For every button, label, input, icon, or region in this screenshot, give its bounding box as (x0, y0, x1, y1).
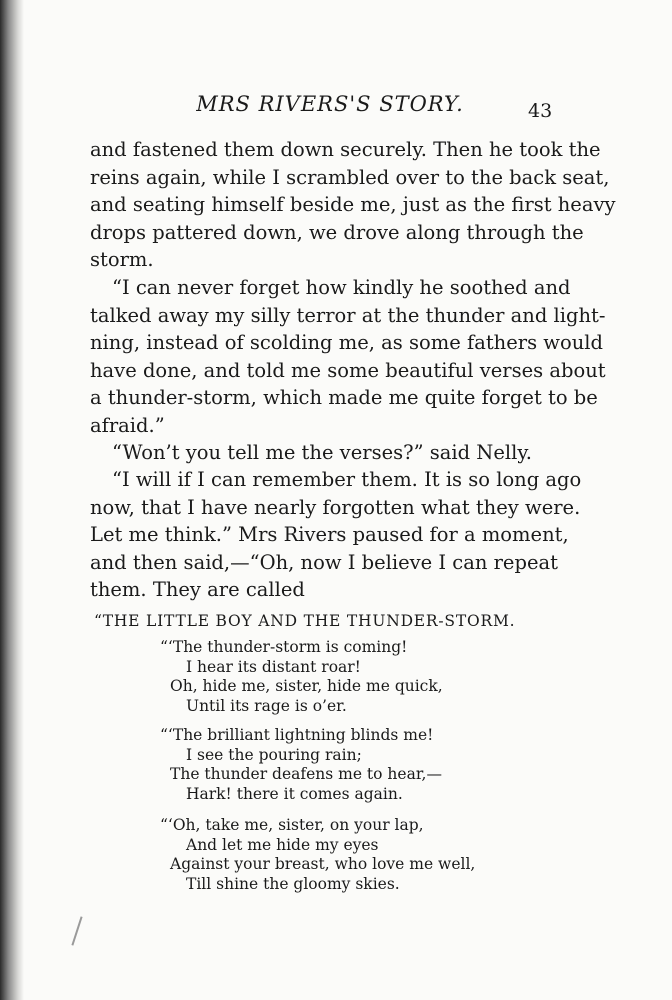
text-line: talked away my silly terror at the thunder and light- (90, 303, 606, 327)
text-line: drops pattered down, we drove along through the (90, 220, 584, 244)
poem-line: And let me hide my eyes (186, 835, 379, 854)
text-line: Let me think.” Mrs Rivers paused for a moment, (90, 523, 569, 547)
text-line: storm. (90, 248, 154, 272)
poem-line: “‘The brilliant lightning blinds me! (160, 726, 434, 744)
text-line: “I will if I can remember them. It is so long ago (112, 468, 582, 491)
text-line: and then said,—“Oh, now I believe I can repeat (90, 550, 558, 574)
scan-blemish (71, 916, 82, 945)
text-line: “I can never forget how kindly he soothed and (112, 276, 571, 299)
paragraph (90, 439, 553, 467)
poem-line: Until its rage is o’er. (186, 696, 347, 715)
running-header: MRS RIVERS'S STORY. (196, 92, 464, 116)
paragraph (90, 466, 582, 604)
text-line: have done, and told me some beautiful verses about (90, 358, 606, 382)
text-line: ning, instead of scolding me, as some fathers would (90, 331, 603, 355)
text-line: and fastened them down securely. Then he took the (90, 138, 601, 161)
paragraph (90, 274, 606, 440)
paragraph (90, 136, 616, 274)
poem-line: “‘The thunder-storm is coming! (160, 638, 408, 656)
poem-line: Oh, hide me, sister, hide me quick, (170, 677, 443, 695)
poem-stanza (160, 816, 475, 894)
poem-line: Hark! there it comes again. (186, 784, 403, 803)
text-line: now, that I have nearly forgotten what they were. (90, 495, 581, 519)
text-line: and seating himself beside me, just as the first heavy (90, 193, 616, 217)
poem-line: “‘Oh, take me, sister, on your lap, (160, 816, 424, 834)
poem-stanza (160, 638, 443, 716)
poem-line: The thunder deafens me to hear,— (170, 765, 442, 783)
text-line: a thunder-storm, which made me quite forget to be (90, 386, 598, 410)
text-line: them. They are called (90, 578, 305, 602)
page-gutter-shadow (0, 0, 24, 1000)
text-line: “Won’t you tell me the verses?” said Nelly. (112, 441, 532, 464)
poem-title: “THE LITTLE BOY AND THE THUNDER-STORM. (94, 612, 516, 630)
poem-line: I see the pouring rain; (186, 745, 362, 764)
poem-stanza (160, 726, 442, 804)
text-line: reins again, while I scrambled over to the back seat, (90, 165, 610, 189)
poem-line: I hear its distant roar! (186, 657, 361, 676)
page-number: 43 (528, 100, 553, 122)
poem-line: Against your breast, who love me well, (170, 855, 476, 873)
text-line: afraid.” (90, 413, 165, 437)
poem-line: Till shine the gloomy skies. (186, 874, 400, 893)
